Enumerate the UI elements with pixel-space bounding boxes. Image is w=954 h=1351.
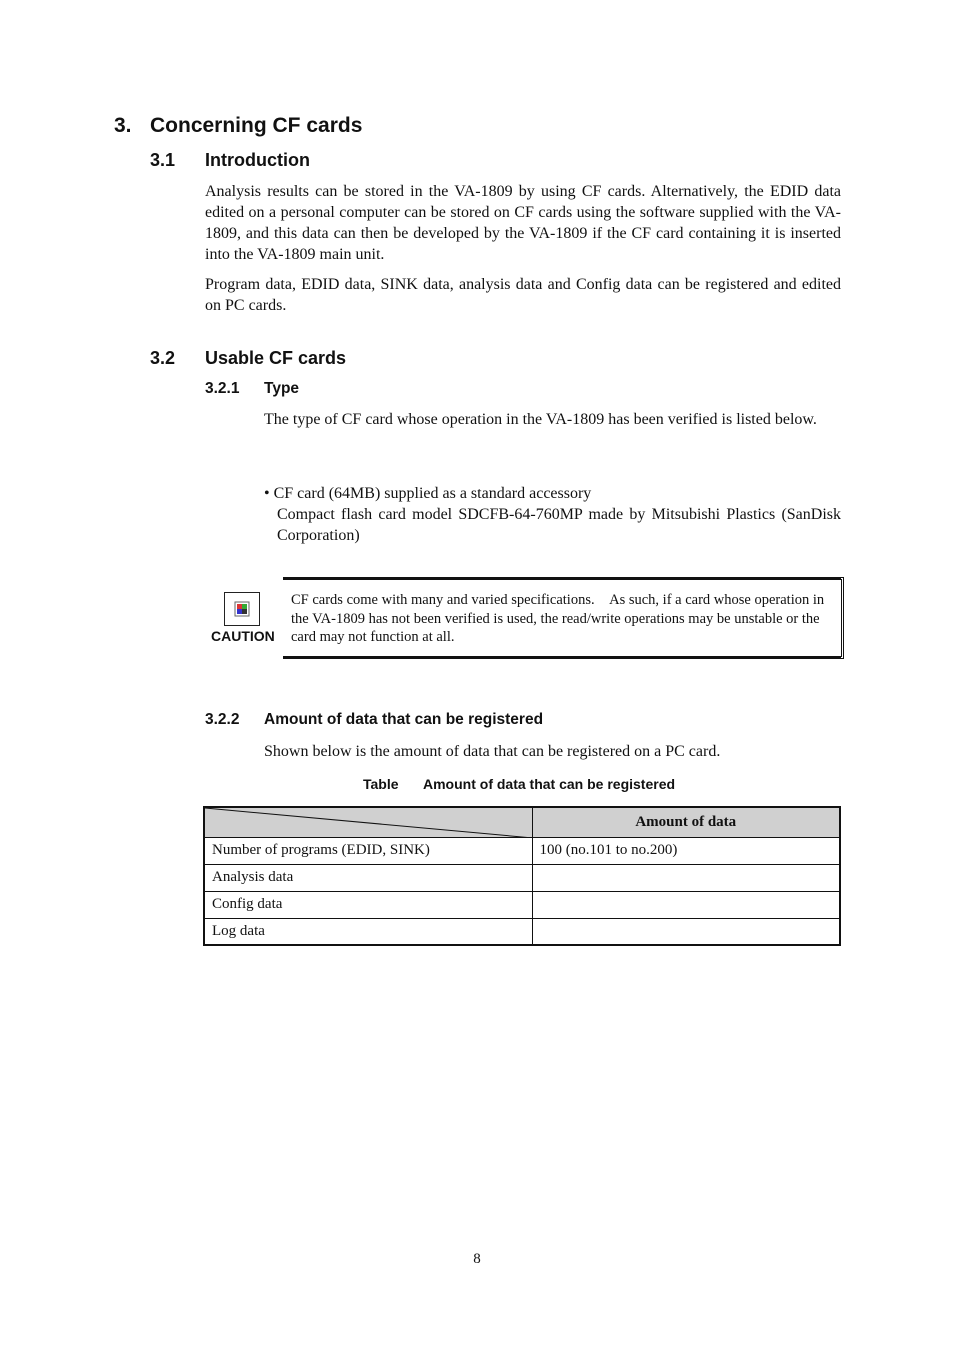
table-cell-value (532, 918, 840, 945)
bullet-list-item (264, 483, 841, 546)
type-heading (205, 380, 299, 398)
table-row (204, 891, 840, 918)
table-cell-value (532, 864, 840, 891)
usable-heading (150, 348, 346, 369)
type-paragraph-text: The type of CF card whose operation in the VA-1809 has been verified is listed below. (264, 411, 817, 428)
amount-paragraph-text: Shown below is the amount of data that can be registered on a PC card. (264, 743, 721, 760)
amount-number: 3.2.2 (205, 711, 240, 728)
intro-body (205, 181, 841, 316)
intro-title: Introduction (205, 150, 310, 170)
table-cell-value (532, 891, 840, 918)
table-row (204, 837, 840, 864)
caution-label: CAUTION (211, 628, 275, 644)
table-caption-text: Amount of data that can be registered (423, 776, 676, 792)
bullet-detail: Compact flash card model SDCFB-64-760MP made by Mitsubishi Plastics (SanDisk Corporation) (277, 506, 841, 544)
table-cell-value: 100 (no.101 to no.200) (532, 837, 840, 864)
section-title: Concerning CF cards (150, 114, 363, 137)
type-title: Type (264, 380, 300, 397)
table-cell-label: Config data (204, 891, 532, 918)
table-caption (363, 776, 675, 792)
usable-number: 3.2 (150, 348, 176, 368)
type-number: 3.2.1 (205, 380, 240, 397)
bullet-icon: • (264, 485, 270, 502)
amount-paragraph (264, 741, 841, 762)
data-amount-table (203, 806, 841, 946)
amount-heading (205, 711, 543, 729)
table-header-row (204, 807, 840, 837)
amount-title: Amount of data that can be registered (264, 711, 544, 728)
table-row (204, 918, 840, 945)
page-number: 8 (473, 1251, 481, 1267)
table-diagonal-header (204, 807, 532, 837)
section-number: 3. (114, 114, 132, 137)
usable-title: Usable CF cards (205, 348, 347, 368)
table-cell-label: Number of programs (EDID, SINK) (204, 837, 532, 864)
intro-heading (150, 150, 310, 171)
bullet-main: CF card (64MB) supplied as a standard accessory (273, 485, 592, 502)
table-cell-label: Analysis data (204, 864, 532, 891)
intro-paragraph-2: Program data, EDID data, SINK data, analysis data and Config data can be registered and edited on PC cards. (205, 276, 841, 314)
table-cell-label: Log data (204, 918, 532, 945)
type-paragraph (264, 409, 841, 430)
caution-image-icon (224, 592, 260, 626)
section-heading (114, 114, 362, 138)
intro-number: 3.1 (150, 150, 176, 170)
table-label: Table (363, 776, 399, 792)
intro-paragraph-1: Analysis results can be stored in the VA-1809 by using CF cards. Alternatively, the EDID data edited on a personal computer can be stored on CF cards using the software supplied with the VA-1809, and this data can then be developed by the VA-1809 if the CF card containing it is inserted into the VA-1809 main unit. (205, 183, 841, 263)
table-row (204, 864, 840, 891)
caution-text: CF cards come with many and varied specifications. As such, if a card whose operation in the VA-1809 has not been verified is used, the read/write operations may be unstable or the card may not function at all. (291, 592, 825, 645)
table-header-amount: Amount of data (532, 807, 840, 837)
